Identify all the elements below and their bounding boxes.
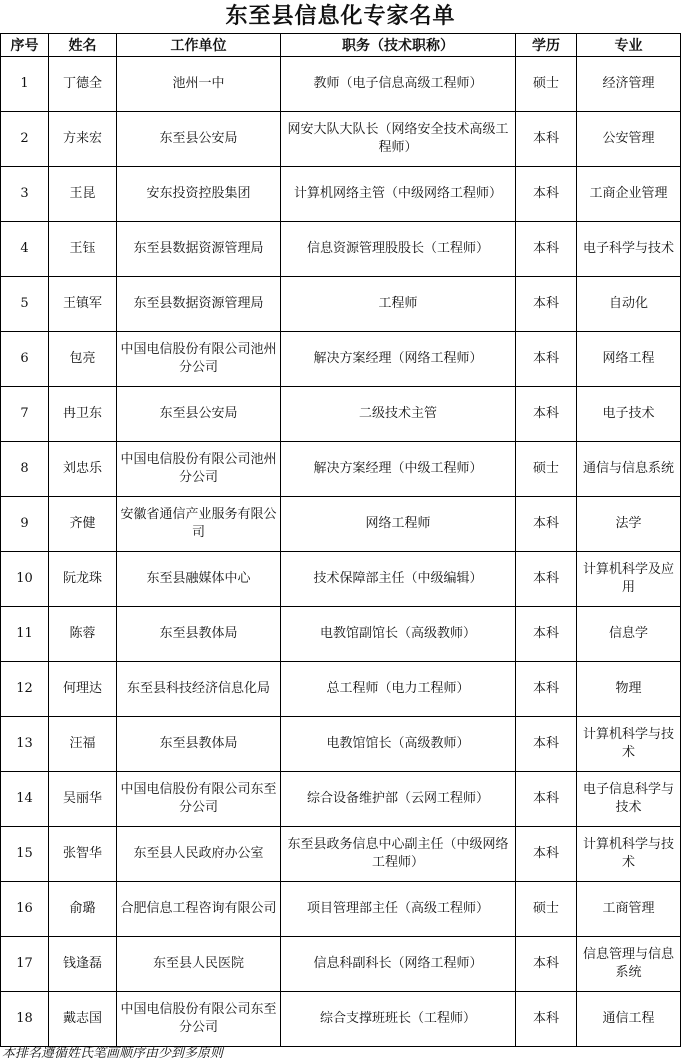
- cell-workplace: 东至县科技经济信息化局: [117, 662, 281, 717]
- cell-position: 综合支撑班班长（工程师）: [281, 992, 516, 1047]
- cell-workplace: 东至县数据资源管理局: [117, 277, 281, 332]
- cell-major: 计算机科学与技术: [577, 717, 681, 772]
- cell-index: 5: [1, 277, 49, 332]
- cell-position: 教师（电子信息高级工程师）: [281, 57, 516, 112]
- cell-workplace: 安徽省通信产业服务有限公司: [117, 497, 281, 552]
- cell-education: 本科: [516, 387, 577, 442]
- table-row: [1, 222, 681, 277]
- cell-workplace: 东至县数据资源管理局: [117, 222, 281, 277]
- cell-name: 陈蓉: [49, 607, 117, 662]
- cell-major: 电子科学与技术: [577, 222, 681, 277]
- cell-position: 技术保障部主任（中级编辑）: [281, 552, 516, 607]
- cell-index: 14: [1, 772, 49, 827]
- cell-major: 网络工程: [577, 332, 681, 387]
- table-row: [1, 332, 681, 387]
- cell-workplace: 东至县教体局: [117, 717, 281, 772]
- cell-education: 本科: [516, 112, 577, 167]
- cell-index: 2: [1, 112, 49, 167]
- cell-position: 项目管理部主任（高级工程师）: [281, 882, 516, 937]
- cell-workplace: 东至县教体局: [117, 607, 281, 662]
- cell-name: 王昆: [49, 167, 117, 222]
- cell-workplace: 东至县公安局: [117, 387, 281, 442]
- cell-education: 硕士: [516, 57, 577, 112]
- cell-workplace: 中国电信股份有限公司东至分公司: [117, 992, 281, 1047]
- cell-index: 7: [1, 387, 49, 442]
- cell-index: 10: [1, 552, 49, 607]
- header-education: 学历: [516, 34, 577, 57]
- cell-index: 15: [1, 827, 49, 882]
- cell-workplace: 中国电信股份有限公司池州分公司: [117, 442, 281, 497]
- cell-education: 本科: [516, 332, 577, 387]
- cell-education: 本科: [516, 277, 577, 332]
- cell-major: 工商企业管理: [577, 167, 681, 222]
- cell-index: 3: [1, 167, 49, 222]
- table-row: [1, 717, 681, 772]
- table-row: [1, 827, 681, 882]
- table-row: [1, 607, 681, 662]
- cell-position: 二级技术主管: [281, 387, 516, 442]
- cell-index: 17: [1, 937, 49, 992]
- cell-workplace: 安东投资控股集团: [117, 167, 281, 222]
- cell-workplace: 合肥信息工程咨询有限公司: [117, 882, 281, 937]
- cell-name: 戴志国: [49, 992, 117, 1047]
- cell-name: 齐健: [49, 497, 117, 552]
- table-row: [1, 442, 681, 497]
- cell-name: 方来宏: [49, 112, 117, 167]
- page-title: 东至县信息化专家名单: [225, 4, 456, 29]
- cell-position: 解决方案经理（中级工程师）: [281, 442, 516, 497]
- cell-major: 经济管理: [577, 57, 681, 112]
- table-row: [1, 992, 681, 1047]
- cell-education: 硕士: [516, 882, 577, 937]
- cell-index: 11: [1, 607, 49, 662]
- cell-name: 汪福: [49, 717, 117, 772]
- cell-index: 12: [1, 662, 49, 717]
- cell-major: 信息学: [577, 607, 681, 662]
- cell-name: 包亮: [49, 332, 117, 387]
- cell-education: 本科: [516, 497, 577, 552]
- cell-position: 总工程师（电力工程师）: [281, 662, 516, 717]
- cell-major: 计算机科学及应用: [577, 552, 681, 607]
- cell-position: 网络工程师: [281, 497, 516, 552]
- cell-education: 本科: [516, 772, 577, 827]
- cell-major: 计算机科学与技术: [577, 827, 681, 882]
- cell-position: 东至县政务信息中心副主任（中级网络工程师）: [281, 827, 516, 882]
- cell-name: 王钰: [49, 222, 117, 277]
- expert-table: [0, 33, 681, 1047]
- cell-education: 硕士: [516, 442, 577, 497]
- cell-name: 丁德全: [49, 57, 117, 112]
- cell-education: 本科: [516, 552, 577, 607]
- cell-workplace: 东至县人民医院: [117, 937, 281, 992]
- table-header-row: [1, 34, 681, 57]
- footnote: 本排名遵循姓氏笔画顺序由少到多原则: [2, 1046, 224, 1061]
- cell-index: 1: [1, 57, 49, 112]
- header-major: 专业: [577, 34, 681, 57]
- table-row: [1, 497, 681, 552]
- table-row: [1, 662, 681, 717]
- table-row: [1, 882, 681, 937]
- cell-education: 本科: [516, 937, 577, 992]
- cell-workplace: 中国电信股份有限公司东至分公司: [117, 772, 281, 827]
- cell-major: 通信工程: [577, 992, 681, 1047]
- cell-major: 工商管理: [577, 882, 681, 937]
- cell-major: 公安管理: [577, 112, 681, 167]
- cell-education: 本科: [516, 717, 577, 772]
- cell-position: 信息资源管理股股长（工程师）: [281, 222, 516, 277]
- table-row: [1, 552, 681, 607]
- cell-workplace: 东至县公安局: [117, 112, 281, 167]
- header-index: 序号: [1, 34, 49, 57]
- cell-position: 电教馆馆长（高级教师）: [281, 717, 516, 772]
- cell-name: 阮龙珠: [49, 552, 117, 607]
- cell-major: 电子信息科学与技术: [577, 772, 681, 827]
- cell-index: 16: [1, 882, 49, 937]
- table-row: [1, 57, 681, 112]
- cell-position: 网安大队大队长（网络安全技术高级工程师）: [281, 112, 516, 167]
- cell-major: 信息管理与信息系统: [577, 937, 681, 992]
- cell-education: 本科: [516, 607, 577, 662]
- cell-position: 计算机网络主管（中级网络工程师）: [281, 167, 516, 222]
- cell-workplace: 东至县融媒体中心: [117, 552, 281, 607]
- header-workplace: 工作单位: [117, 34, 281, 57]
- cell-index: 13: [1, 717, 49, 772]
- cell-name: 刘忠乐: [49, 442, 117, 497]
- cell-name: 王镇军: [49, 277, 117, 332]
- cell-major: 电子技术: [577, 387, 681, 442]
- table-row: [1, 937, 681, 992]
- cell-position: 工程师: [281, 277, 516, 332]
- cell-index: 6: [1, 332, 49, 387]
- header-name: 姓名: [49, 34, 117, 57]
- cell-name: 吴丽华: [49, 772, 117, 827]
- table-row: [1, 112, 681, 167]
- cell-position: 综合设备维护部（云网工程师）: [281, 772, 516, 827]
- header-position: 职务（技术职称）: [281, 34, 516, 57]
- cell-position: 电教馆副馆长（高级教师）: [281, 607, 516, 662]
- cell-name: 钱逢磊: [49, 937, 117, 992]
- cell-workplace: 东至县人民政府办公室: [117, 827, 281, 882]
- cell-education: 本科: [516, 827, 577, 882]
- cell-name: 俞璐: [49, 882, 117, 937]
- cell-workplace: 池州一中: [117, 57, 281, 112]
- table-row: [1, 277, 681, 332]
- cell-index: 8: [1, 442, 49, 497]
- cell-index: 9: [1, 497, 49, 552]
- table-body: [1, 57, 681, 1047]
- cell-name: 何理达: [49, 662, 117, 717]
- cell-major: 物理: [577, 662, 681, 717]
- table-row: [1, 387, 681, 442]
- cell-name: 冉卫东: [49, 387, 117, 442]
- table-row: [1, 167, 681, 222]
- cell-position: 信息科副科长（网络工程师）: [281, 937, 516, 992]
- cell-education: 本科: [516, 167, 577, 222]
- cell-education: 本科: [516, 992, 577, 1047]
- cell-index: 18: [1, 992, 49, 1047]
- cell-education: 本科: [516, 222, 577, 277]
- table-row: [1, 772, 681, 827]
- cell-position: 解决方案经理（网络工程师）: [281, 332, 516, 387]
- cell-major: 法学: [577, 497, 681, 552]
- cell-major: 通信与信息系统: [577, 442, 681, 497]
- cell-name: 张智华: [49, 827, 117, 882]
- cell-workplace: 中国电信股份有限公司池州分公司: [117, 332, 281, 387]
- cell-index: 4: [1, 222, 49, 277]
- cell-education: 本科: [516, 662, 577, 717]
- cell-major: 自动化: [577, 277, 681, 332]
